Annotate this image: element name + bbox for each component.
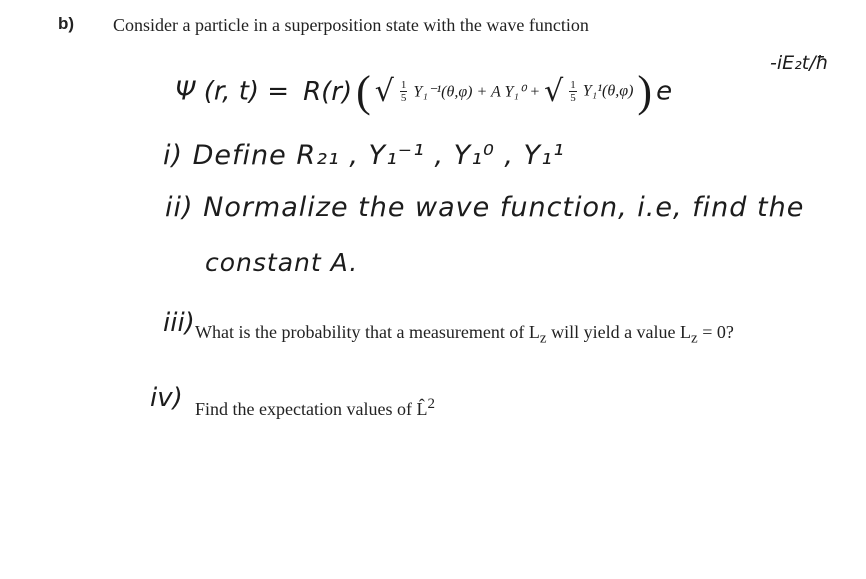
item-iii-question: What is the probability that a measurement of $L_z$ will yield a value $L_z = 0$? xyxy=(195,322,734,347)
item-iii-label: iii) xyxy=(163,308,195,338)
exponent-base: e xyxy=(656,76,673,107)
equation-exponent: -iE₂t/ħ xyxy=(770,52,829,74)
equation-radial: R(r) xyxy=(303,76,353,107)
item-iv-label: iv) xyxy=(150,383,183,413)
item-iv-question: Find the expectation values of L̂$^2$ xyxy=(195,396,435,419)
part-label: b) xyxy=(58,14,75,33)
open-paren: ( xyxy=(356,67,371,116)
sqrt-symbol-2: √ xyxy=(544,74,564,109)
fraction-2: $\frac{1}{5}$ xyxy=(570,79,576,104)
close-paren: ) xyxy=(637,67,653,116)
fraction-1: $\frac{1}{5}$ xyxy=(400,79,407,104)
equation-term2: Y₁¹(θ,φ) xyxy=(582,82,634,100)
item-ii-constant: constant A. xyxy=(205,248,359,277)
equation-lhs: Ψ (r, t) = xyxy=(175,76,290,107)
equation-term1: Y₁⁻¹(θ,φ) + A Y₁⁰ + xyxy=(413,83,541,101)
sqrt-symbol-1: √ xyxy=(374,74,394,109)
intro-text: Consider a particle in a superposition state with the wave function xyxy=(113,15,589,35)
wave-function-equation xyxy=(175,66,672,118)
item-i-define: i) Define R₂₁ , Y₁⁻¹ , Y₁⁰ , Y₁¹ xyxy=(163,140,565,171)
item-ii-normalize: ii) Normalize the wave function, i.e, find the xyxy=(165,192,805,223)
